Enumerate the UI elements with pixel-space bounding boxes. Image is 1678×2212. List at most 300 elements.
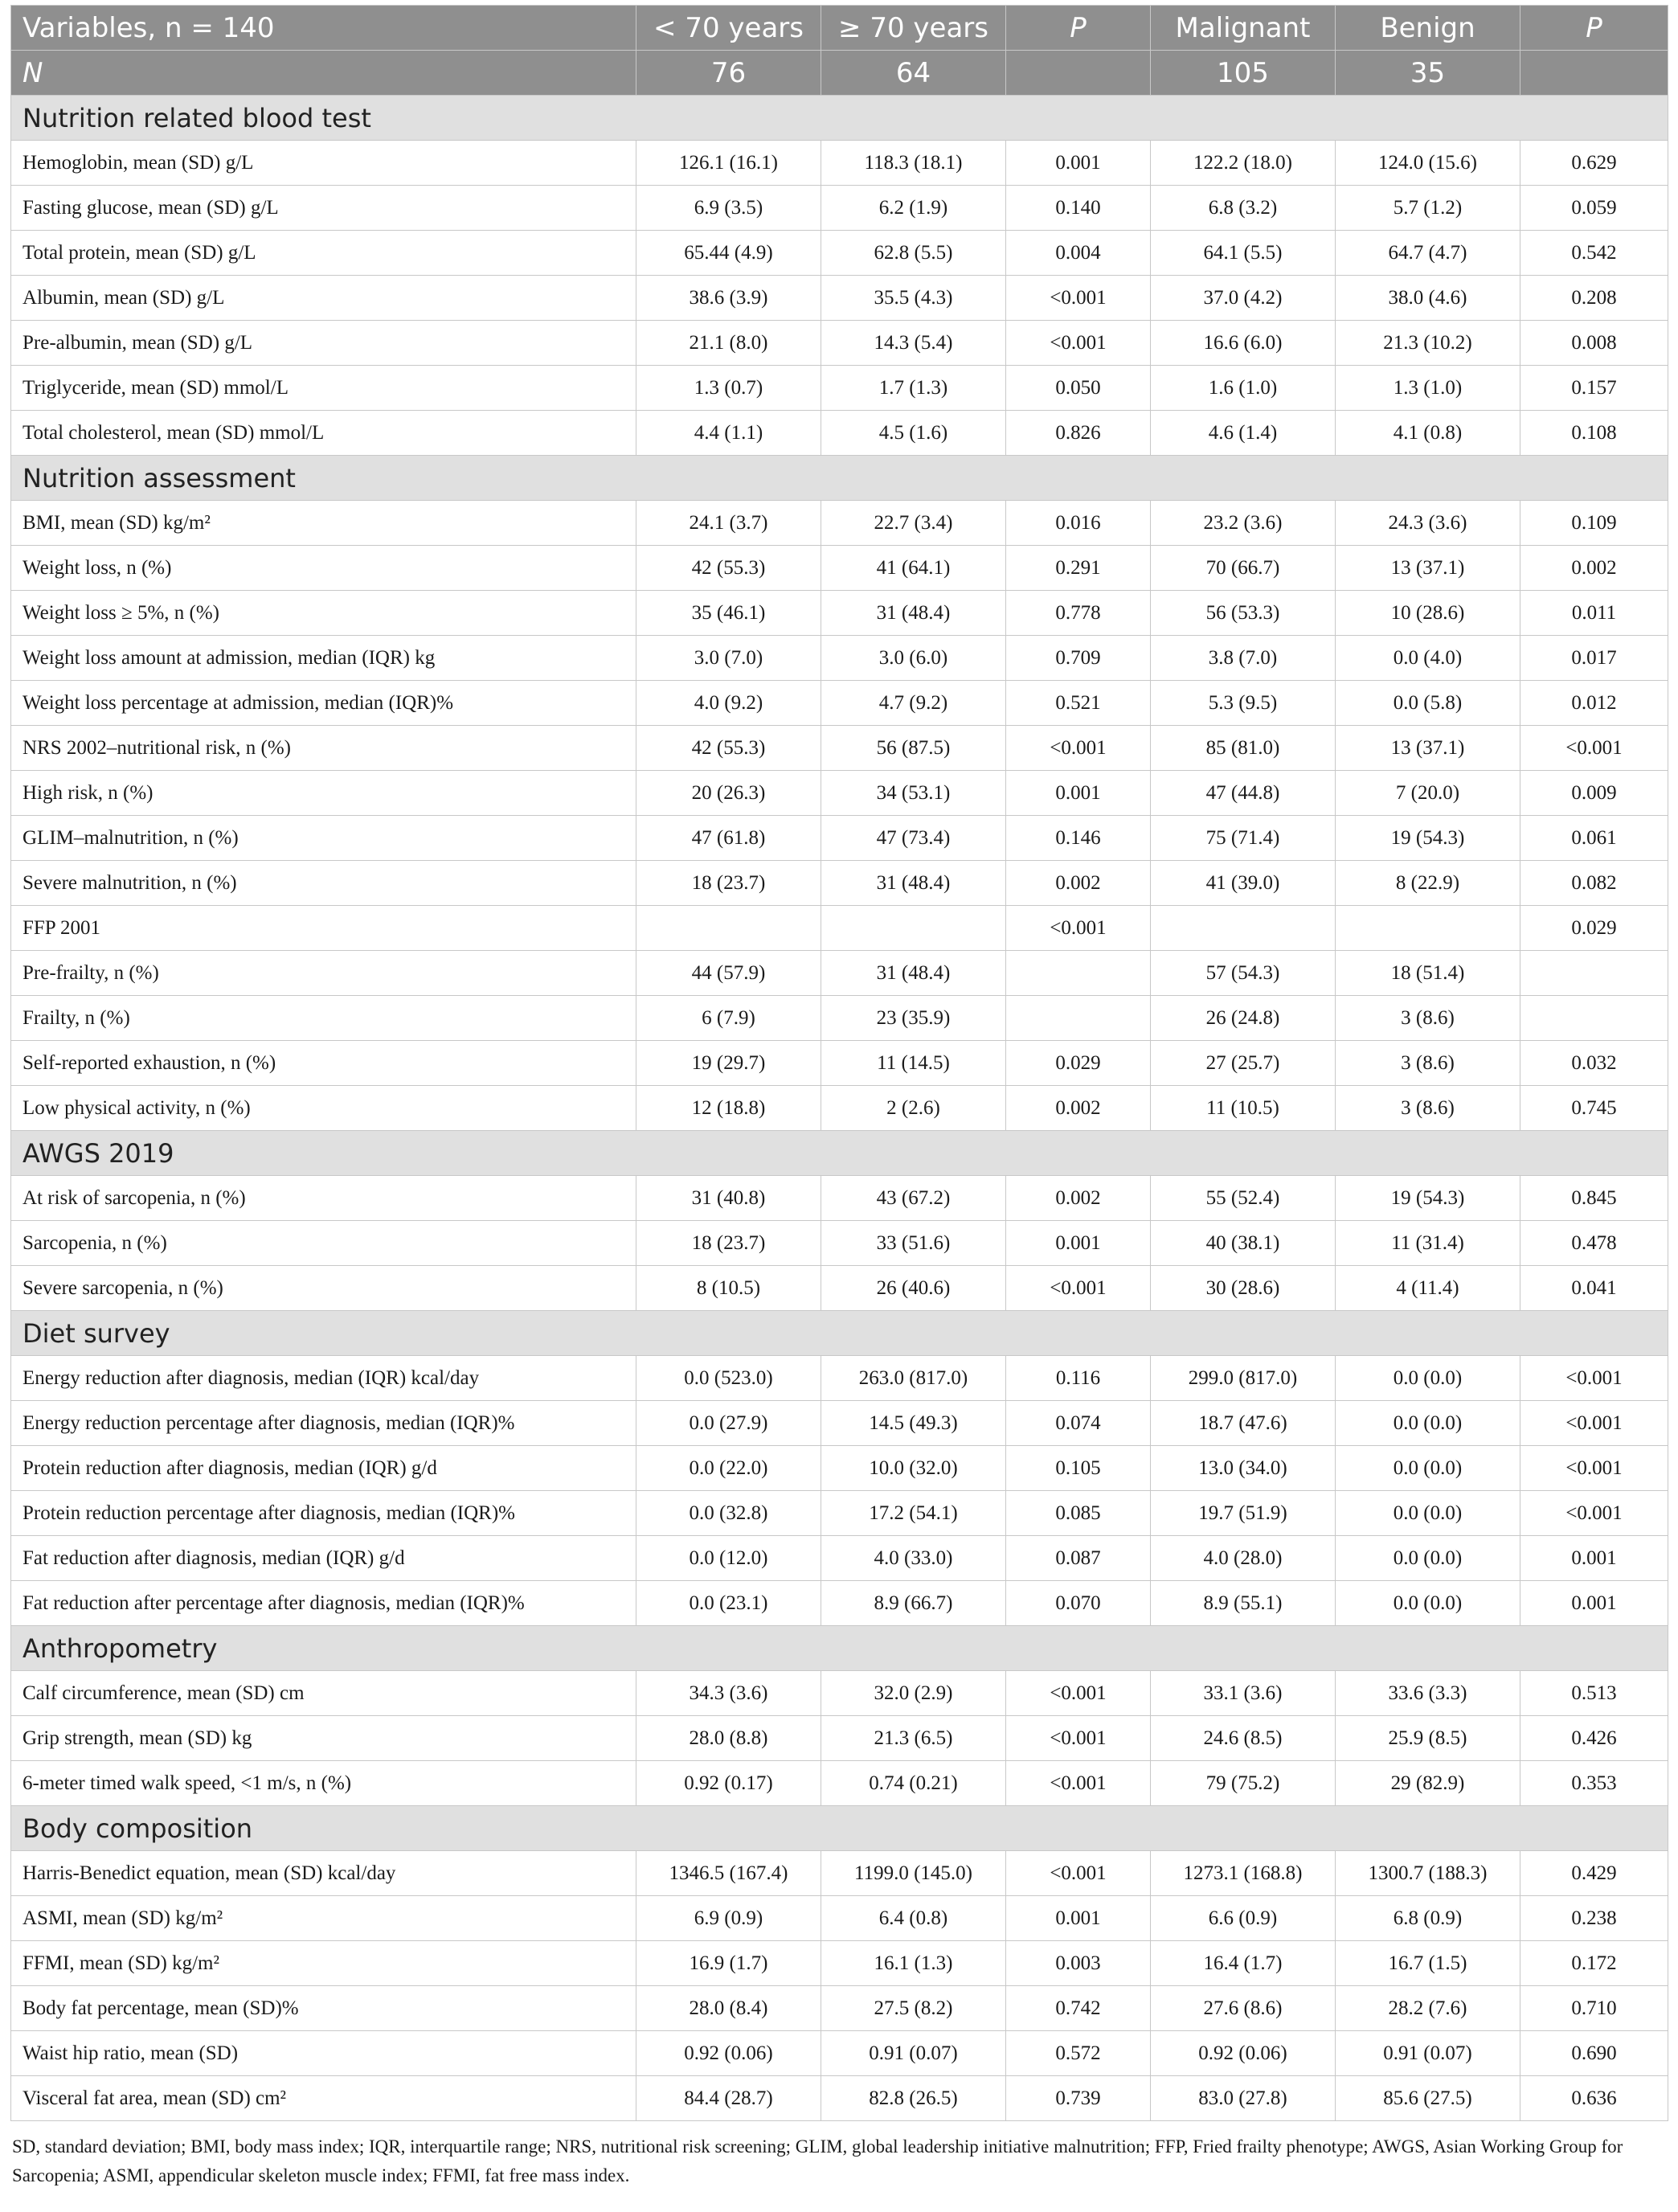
section-header-row (11, 456, 1668, 501)
header-cell: N (11, 51, 636, 96)
table-cell: 70 (66.7) (1151, 546, 1336, 591)
table-cell: 0.029 (1520, 906, 1668, 951)
table-cell: 18.7 (47.6) (1151, 1401, 1336, 1446)
header-cell: 35 (1336, 51, 1520, 96)
row-label: Waist hip ratio, mean (SD) (11, 2031, 636, 2076)
table-cell: 16.7 (1.5) (1336, 1941, 1520, 1986)
table-cell: 30 (28.6) (1151, 1266, 1336, 1311)
table-cell: 0.001 (1520, 1581, 1668, 1626)
table-cell: 0.429 (1520, 1851, 1668, 1896)
header-cell: 105 (1151, 51, 1336, 96)
table-cell: 20 (26.3) (636, 771, 821, 816)
table-cell: 27.6 (8.6) (1151, 1986, 1336, 2031)
table-cell: 26 (24.8) (1151, 996, 1336, 1041)
table-cell: <0.001 (1006, 1761, 1151, 1806)
table-row (11, 1536, 1668, 1581)
table-cell: 6 (7.9) (636, 996, 821, 1041)
row-label: High risk, n (%) (11, 771, 636, 816)
table-cell: 1.3 (1.0) (1336, 366, 1520, 411)
table-cell: 13 (37.1) (1336, 546, 1520, 591)
table-cell: 0.208 (1520, 276, 1668, 321)
table-cell: 7 (20.0) (1336, 771, 1520, 816)
table-cell: 4.6 (1.4) (1151, 411, 1336, 456)
table-row (11, 1671, 1668, 1716)
table-cell: 22.7 (3.4) (821, 501, 1006, 546)
table-cell: 0.0 (27.9) (636, 1401, 821, 1446)
section-title: Nutrition assessment (11, 456, 1668, 501)
table-cell: 19 (54.3) (1336, 816, 1520, 861)
row-label: Fat reduction after percentage after diagnosis, median (IQR)% (11, 1581, 636, 1626)
table-cell: 0.778 (1006, 591, 1151, 636)
table-cell: 0.032 (1520, 1041, 1668, 1086)
section-title: Nutrition related blood test (11, 96, 1668, 141)
table-cell (1151, 906, 1336, 951)
table-cell: 41 (39.0) (1151, 861, 1336, 906)
row-label: Energy reduction percentage after diagnosis, median (IQR)% (11, 1401, 636, 1446)
header-cell: < 70 years (636, 6, 821, 51)
table-cell: 19.7 (51.9) (1151, 1491, 1336, 1536)
table-cell: 0.92 (0.06) (636, 2031, 821, 2076)
table-cell: 26 (40.6) (821, 1266, 1006, 1311)
header-cell (1520, 51, 1668, 96)
table-cell: 11 (31.4) (1336, 1221, 1520, 1266)
table-cell: 0.572 (1006, 2031, 1151, 2076)
table-cell: 299.0 (817.0) (1151, 1356, 1336, 1401)
table-row (11, 2031, 1668, 2076)
table-cell: 27.5 (8.2) (821, 1986, 1006, 2031)
header-cell (1006, 51, 1151, 96)
table-row (11, 1356, 1668, 1401)
table-cell: 33.6 (3.3) (1336, 1671, 1520, 1716)
table-row (11, 1941, 1668, 1986)
row-label: Fasting glucose, mean (SD) g/L (11, 186, 636, 231)
table-cell: 1300.7 (188.3) (1336, 1851, 1520, 1896)
header-cell: Benign (1336, 6, 1520, 51)
table-cell: 24.3 (3.6) (1336, 501, 1520, 546)
table-document (10, 5, 1668, 2190)
section-header-row (11, 96, 1668, 141)
table-cell: 83.0 (27.8) (1151, 2076, 1336, 2121)
table-row (11, 1761, 1668, 1806)
table-cell: 0.521 (1006, 681, 1151, 726)
table-cell: 6.4 (0.8) (821, 1896, 1006, 1941)
table-cell: 0.0 (0.0) (1336, 1401, 1520, 1446)
table-cell: 0.085 (1006, 1491, 1151, 1536)
table-cell: 85 (81.0) (1151, 726, 1336, 771)
table-cell: 0.172 (1520, 1941, 1668, 1986)
header-cell: P (1006, 6, 1151, 51)
table-cell: 5.7 (1.2) (1336, 186, 1520, 231)
table-cell: 0.009 (1520, 771, 1668, 816)
table-cell: 0.074 (1006, 1401, 1151, 1446)
table-cell: 0.001 (1006, 1221, 1151, 1266)
row-label: Albumin, mean (SD) g/L (11, 276, 636, 321)
table-row (11, 816, 1668, 861)
table-row (11, 726, 1668, 771)
table-row (11, 1446, 1668, 1491)
table-cell: 5.3 (9.5) (1151, 681, 1336, 726)
header-cell: ≥ 70 years (821, 6, 1006, 51)
table-cell: <0.001 (1006, 906, 1151, 951)
table-cell: 13.0 (34.0) (1151, 1446, 1336, 1491)
data-table (10, 5, 1668, 2121)
row-label: Weight loss amount at admission, median (IQR) kg (11, 636, 636, 681)
table-cell: 35.5 (4.3) (821, 276, 1006, 321)
table-cell: 122.2 (18.0) (1151, 141, 1336, 186)
table-cell: 11 (14.5) (821, 1041, 1006, 1086)
table-cell: 28.0 (8.4) (636, 1986, 821, 2031)
table-cell: 0.710 (1520, 1986, 1668, 2031)
row-label: GLIM–malnutrition, n (%) (11, 816, 636, 861)
table-cell: 16.1 (1.3) (821, 1941, 1006, 1986)
table-cell: 47 (61.8) (636, 816, 821, 861)
row-label: Protein reduction after diagnosis, median (IQR) g/d (11, 1446, 636, 1491)
table-cell (1006, 996, 1151, 1041)
table-cell: 1.6 (1.0) (1151, 366, 1336, 411)
table-cell: 0.0 (0.0) (1336, 1356, 1520, 1401)
table-cell: 0.108 (1520, 411, 1668, 456)
table-cell: 263.0 (817.0) (821, 1356, 1006, 1401)
table-cell: 31 (40.8) (636, 1176, 821, 1221)
table-cell: 37.0 (4.2) (1151, 276, 1336, 321)
table-cell: <0.001 (1006, 321, 1151, 366)
table-cell: 0.002 (1006, 861, 1151, 906)
table-cell: 0.001 (1006, 141, 1151, 186)
table-cell: 6.9 (3.5) (636, 186, 821, 231)
row-label: Sarcopenia, n (%) (11, 1221, 636, 1266)
table-cell: 124.0 (15.6) (1336, 141, 1520, 186)
table-cell: 0.92 (0.06) (1151, 2031, 1336, 2076)
table-cell: 0.238 (1520, 1896, 1668, 1941)
table-cell: 0.74 (0.21) (821, 1761, 1006, 1806)
table-cell: 85.6 (27.5) (1336, 2076, 1520, 2121)
table-cell: 8.9 (55.1) (1151, 1581, 1336, 1626)
table-cell: 3 (8.6) (1336, 1086, 1520, 1131)
table-cell: 3 (8.6) (1336, 1041, 1520, 1086)
table-cell: 126.1 (16.1) (636, 141, 821, 186)
table-cell: 14.5 (49.3) (821, 1401, 1006, 1446)
table-cell: 8.9 (66.7) (821, 1581, 1006, 1626)
table-cell: 0.157 (1520, 366, 1668, 411)
table-row (11, 861, 1668, 906)
row-label: Energy reduction after diagnosis, median (IQR) kcal/day (11, 1356, 636, 1401)
table-cell: 0.029 (1006, 1041, 1151, 1086)
row-label: Severe sarcopenia, n (%) (11, 1266, 636, 1311)
table-cell: 0.542 (1520, 231, 1668, 276)
table-cell: 1199.0 (145.0) (821, 1851, 1006, 1896)
table-cell: 47 (44.8) (1151, 771, 1336, 816)
header-count-row (11, 51, 1668, 96)
table-cell: 16.4 (1.7) (1151, 1941, 1336, 1986)
table-cell: 0.002 (1006, 1086, 1151, 1131)
table-cell: 6.2 (1.9) (821, 186, 1006, 231)
table-cell: 13 (37.1) (1336, 726, 1520, 771)
table-cell: 0.690 (1520, 2031, 1668, 2076)
table-cell: 6.8 (3.2) (1151, 186, 1336, 231)
table-cell: 0.004 (1006, 231, 1151, 276)
table-cell: 47 (73.4) (821, 816, 1006, 861)
table-cell: 34 (53.1) (821, 771, 1006, 816)
row-label: Severe malnutrition, n (%) (11, 861, 636, 906)
table-row (11, 501, 1668, 546)
row-label: Low physical activity, n (%) (11, 1086, 636, 1131)
row-label: Hemoglobin, mean (SD) g/L (11, 141, 636, 186)
table-cell: 0.001 (1006, 1896, 1151, 1941)
table-cell: 0.478 (1520, 1221, 1668, 1266)
table-row (11, 1491, 1668, 1536)
table-cell: 33.1 (3.6) (1151, 1671, 1336, 1716)
table-cell: <0.001 (1520, 1401, 1668, 1446)
row-label: Weight loss, n (%) (11, 546, 636, 591)
section-title: Body composition (11, 1806, 1668, 1851)
table-cell: <0.001 (1006, 726, 1151, 771)
table-cell: 6.8 (0.9) (1336, 1896, 1520, 1941)
row-label: Frailty, n (%) (11, 996, 636, 1041)
table-cell: 0.016 (1006, 501, 1151, 546)
table-cell: <0.001 (1006, 276, 1151, 321)
table-cell: 14.3 (5.4) (821, 321, 1006, 366)
table-cell: 84.4 (28.7) (636, 2076, 821, 2121)
table-cell: 0.636 (1520, 2076, 1668, 2121)
row-label: Harris-Benedict equation, mean (SD) kcal/day (11, 1851, 636, 1896)
table-cell: 0.742 (1006, 1986, 1151, 2031)
header-cell: Malignant (1151, 6, 1336, 51)
table-cell: 10 (28.6) (1336, 591, 1520, 636)
table-footnote: SD, standard deviation; BMI, body mass index; IQR, interquartile range; NRS, nutritional risk screening; GLIM, global leadership initiative malnutrition; FFP, Fried frailty phenotype; AWGS, Asian Working Group for Sarcopenia; ASMI, appendicular skeleton muscle index; FFMI, fat free mass index. (12, 2136, 1623, 2185)
section-header-row (11, 1806, 1668, 1851)
section-title: AWGS 2019 (11, 1131, 1668, 1176)
table-row (11, 546, 1668, 591)
row-label: Fat reduction after diagnosis, median (IQR) g/d (11, 1536, 636, 1581)
table-row (11, 276, 1668, 321)
table-cell: 0.002 (1520, 546, 1668, 591)
table-cell: 24.6 (8.5) (1151, 1716, 1336, 1761)
header-cell: 64 (821, 51, 1006, 96)
table-cell (1520, 951, 1668, 996)
table-cell: 6.9 (0.9) (636, 1896, 821, 1941)
table-row (11, 1266, 1668, 1311)
table-cell: <0.001 (1006, 1266, 1151, 1311)
row-label: At risk of sarcopenia, n (%) (11, 1176, 636, 1221)
row-label: BMI, mean (SD) kg/m² (11, 501, 636, 546)
table-cell: 0.426 (1520, 1716, 1668, 1761)
table-cell: 42 (55.3) (636, 726, 821, 771)
table-row (11, 1581, 1668, 1626)
table-cell: 12 (18.8) (636, 1086, 821, 1131)
table-cell: 56 (53.3) (1151, 591, 1336, 636)
row-label: FFMI, mean (SD) kg/m² (11, 1941, 636, 1986)
table-cell: 19 (29.7) (636, 1041, 821, 1086)
table-row (11, 906, 1668, 951)
table-row (11, 1851, 1668, 1896)
table-cell: 0.140 (1006, 186, 1151, 231)
table-row (11, 231, 1668, 276)
table-row (11, 1986, 1668, 2031)
table-cell: 64.7 (4.7) (1336, 231, 1520, 276)
table-cell: <0.001 (1520, 1356, 1668, 1401)
table-cell: 0.91 (0.07) (821, 2031, 1006, 2076)
table-cell: 0.003 (1006, 1941, 1151, 1986)
table-cell: 8 (10.5) (636, 1266, 821, 1311)
table-cell: 1.7 (1.3) (821, 366, 1006, 411)
table-cell: 8 (22.9) (1336, 861, 1520, 906)
table-cell: 0.709 (1006, 636, 1151, 681)
row-label: Triglyceride, mean (SD) mmol/L (11, 366, 636, 411)
row-label: Grip strength, mean (SD) kg (11, 1716, 636, 1761)
table-row (11, 591, 1668, 636)
table-cell: 38.0 (4.6) (1336, 276, 1520, 321)
table-cell: 56 (87.5) (821, 726, 1006, 771)
section-header-row (11, 1311, 1668, 1356)
table-row (11, 1716, 1668, 1761)
section-header-row (11, 1131, 1668, 1176)
row-label: Weight loss ≥ 5%, n (%) (11, 591, 636, 636)
table-cell: 0.0 (12.0) (636, 1536, 821, 1581)
table-cell: <0.001 (1520, 1491, 1668, 1536)
table-cell: 0.050 (1006, 366, 1151, 411)
table-cell: 19 (54.3) (1336, 1176, 1520, 1221)
row-label: Calf circumference, mean (SD) cm (11, 1671, 636, 1716)
table-cell: 41 (64.1) (821, 546, 1006, 591)
table-cell: 3.0 (7.0) (636, 636, 821, 681)
table-cell: 4.4 (1.1) (636, 411, 821, 456)
table-cell: <0.001 (1520, 1446, 1668, 1491)
table-cell: 31 (48.4) (821, 861, 1006, 906)
row-label: FFP 2001 (11, 906, 636, 951)
table-row (11, 771, 1668, 816)
table-row (11, 681, 1668, 726)
table-cell: 18 (23.7) (636, 861, 821, 906)
table-cell: 44 (57.9) (636, 951, 821, 996)
table-cell: 18 (23.7) (636, 1221, 821, 1266)
table-cell: 65.44 (4.9) (636, 231, 821, 276)
table-cell: 0.116 (1006, 1356, 1151, 1401)
table-cell: 0.109 (1520, 501, 1668, 546)
table-cell: 10.0 (32.0) (821, 1446, 1006, 1491)
table-cell (636, 906, 821, 951)
table-cell: 42 (55.3) (636, 546, 821, 591)
table-cell: 0.629 (1520, 141, 1668, 186)
table-row (11, 321, 1668, 366)
table-row (11, 366, 1668, 411)
table-cell: 0.0 (22.0) (636, 1446, 821, 1491)
section-title: Anthropometry (11, 1626, 1668, 1671)
table-cell: 0.0 (23.1) (636, 1581, 821, 1626)
row-label: NRS 2002–nutritional risk, n (%) (11, 726, 636, 771)
table-row (11, 1896, 1668, 1941)
table-cell: 4.5 (1.6) (821, 411, 1006, 456)
table-cell: 6.6 (0.9) (1151, 1896, 1336, 1941)
table-cell: 0.105 (1006, 1446, 1151, 1491)
table-cell: 64.1 (5.5) (1151, 231, 1336, 276)
table-cell: 11 (10.5) (1151, 1086, 1336, 1131)
table-cell: 0.061 (1520, 816, 1668, 861)
table-cell: 21.3 (10.2) (1336, 321, 1520, 366)
table-cell: 0.513 (1520, 1671, 1668, 1716)
table-cell: 0.0 (523.0) (636, 1356, 821, 1401)
table-cell: 31 (48.4) (821, 951, 1006, 996)
table-cell: 32.0 (2.9) (821, 1671, 1006, 1716)
table-row (11, 996, 1668, 1041)
table-cell: 0.353 (1520, 1761, 1668, 1806)
table-cell: 1.3 (0.7) (636, 366, 821, 411)
row-label: Total protein, mean (SD) g/L (11, 231, 636, 276)
table-cell: 28.2 (7.6) (1336, 1986, 1520, 2031)
table-cell: 55 (52.4) (1151, 1176, 1336, 1221)
table-cell: <0.001 (1006, 1851, 1151, 1896)
table-cell: 4 (11.4) (1336, 1266, 1520, 1311)
table-cell: 0.291 (1006, 546, 1151, 591)
header-cell: Variables, n = 140 (11, 6, 636, 51)
table-cell: 18 (51.4) (1336, 951, 1520, 996)
row-label: ASMI, mean (SD) kg/m² (11, 1896, 636, 1941)
table-cell: 0.0 (0.0) (1336, 1536, 1520, 1581)
table-cell: <0.001 (1006, 1671, 1151, 1716)
table-cell: 1346.5 (167.4) (636, 1851, 821, 1896)
table-cell: 4.0 (28.0) (1151, 1536, 1336, 1581)
table-row (11, 1176, 1668, 1221)
table-cell: 0.0 (5.8) (1336, 681, 1520, 726)
table-cell: 0.041 (1520, 1266, 1668, 1311)
table-cell: 3.8 (7.0) (1151, 636, 1336, 681)
table-cell: 0.002 (1006, 1176, 1151, 1221)
row-label: Visceral fat area, mean (SD) cm² (11, 2076, 636, 2121)
table-cell: 0.001 (1006, 771, 1151, 816)
table-row (11, 1221, 1668, 1266)
table-cell: 0.745 (1520, 1086, 1668, 1131)
table-cell (1520, 996, 1668, 1041)
table-cell: 0.070 (1006, 1581, 1151, 1626)
table-row (11, 1086, 1668, 1131)
table-cell: 0.017 (1520, 636, 1668, 681)
table-row (11, 1041, 1668, 1086)
row-label: Pre-albumin, mean (SD) g/L (11, 321, 636, 366)
table-cell: 75 (71.4) (1151, 816, 1336, 861)
row-label: Total cholesterol, mean (SD) mmol/L (11, 411, 636, 456)
row-label: Weight loss percentage at admission, median (IQR)% (11, 681, 636, 726)
table-cell: 31 (48.4) (821, 591, 1006, 636)
table-cell: 34.3 (3.6) (636, 1671, 821, 1716)
section-header-row (11, 1626, 1668, 1671)
table-row (11, 411, 1668, 456)
table-cell: 0.92 (0.17) (636, 1761, 821, 1806)
table-cell: 82.8 (26.5) (821, 2076, 1006, 2121)
table-cell: 21.1 (8.0) (636, 321, 821, 366)
table-cell: 43 (67.2) (821, 1176, 1006, 1221)
table-cell: 3 (8.6) (1336, 996, 1520, 1041)
table-cell: 0.059 (1520, 186, 1668, 231)
table-cell: 0.0 (0.0) (1336, 1446, 1520, 1491)
table-cell: 4.0 (33.0) (821, 1536, 1006, 1581)
table-cell: 24.1 (3.7) (636, 501, 821, 546)
table-cell: 4.7 (9.2) (821, 681, 1006, 726)
table-cell: 28.0 (8.8) (636, 1716, 821, 1761)
table-cell: 27 (25.7) (1151, 1041, 1336, 1086)
table-cell: 0.082 (1520, 861, 1668, 906)
table-cell: 23.2 (3.6) (1151, 501, 1336, 546)
table-cell: 0.001 (1520, 1536, 1668, 1581)
table-cell: 57 (54.3) (1151, 951, 1336, 996)
header-row (11, 6, 1668, 51)
table-cell: 0.739 (1006, 2076, 1151, 2121)
table-cell: 0.012 (1520, 681, 1668, 726)
row-label: Pre-frailty, n (%) (11, 951, 636, 996)
table-row (11, 951, 1668, 996)
row-label: Self-reported exhaustion, n (%) (11, 1041, 636, 1086)
table-cell: 2 (2.6) (821, 1086, 1006, 1131)
header-cell: P (1520, 6, 1668, 51)
table-cell: 62.8 (5.5) (821, 231, 1006, 276)
